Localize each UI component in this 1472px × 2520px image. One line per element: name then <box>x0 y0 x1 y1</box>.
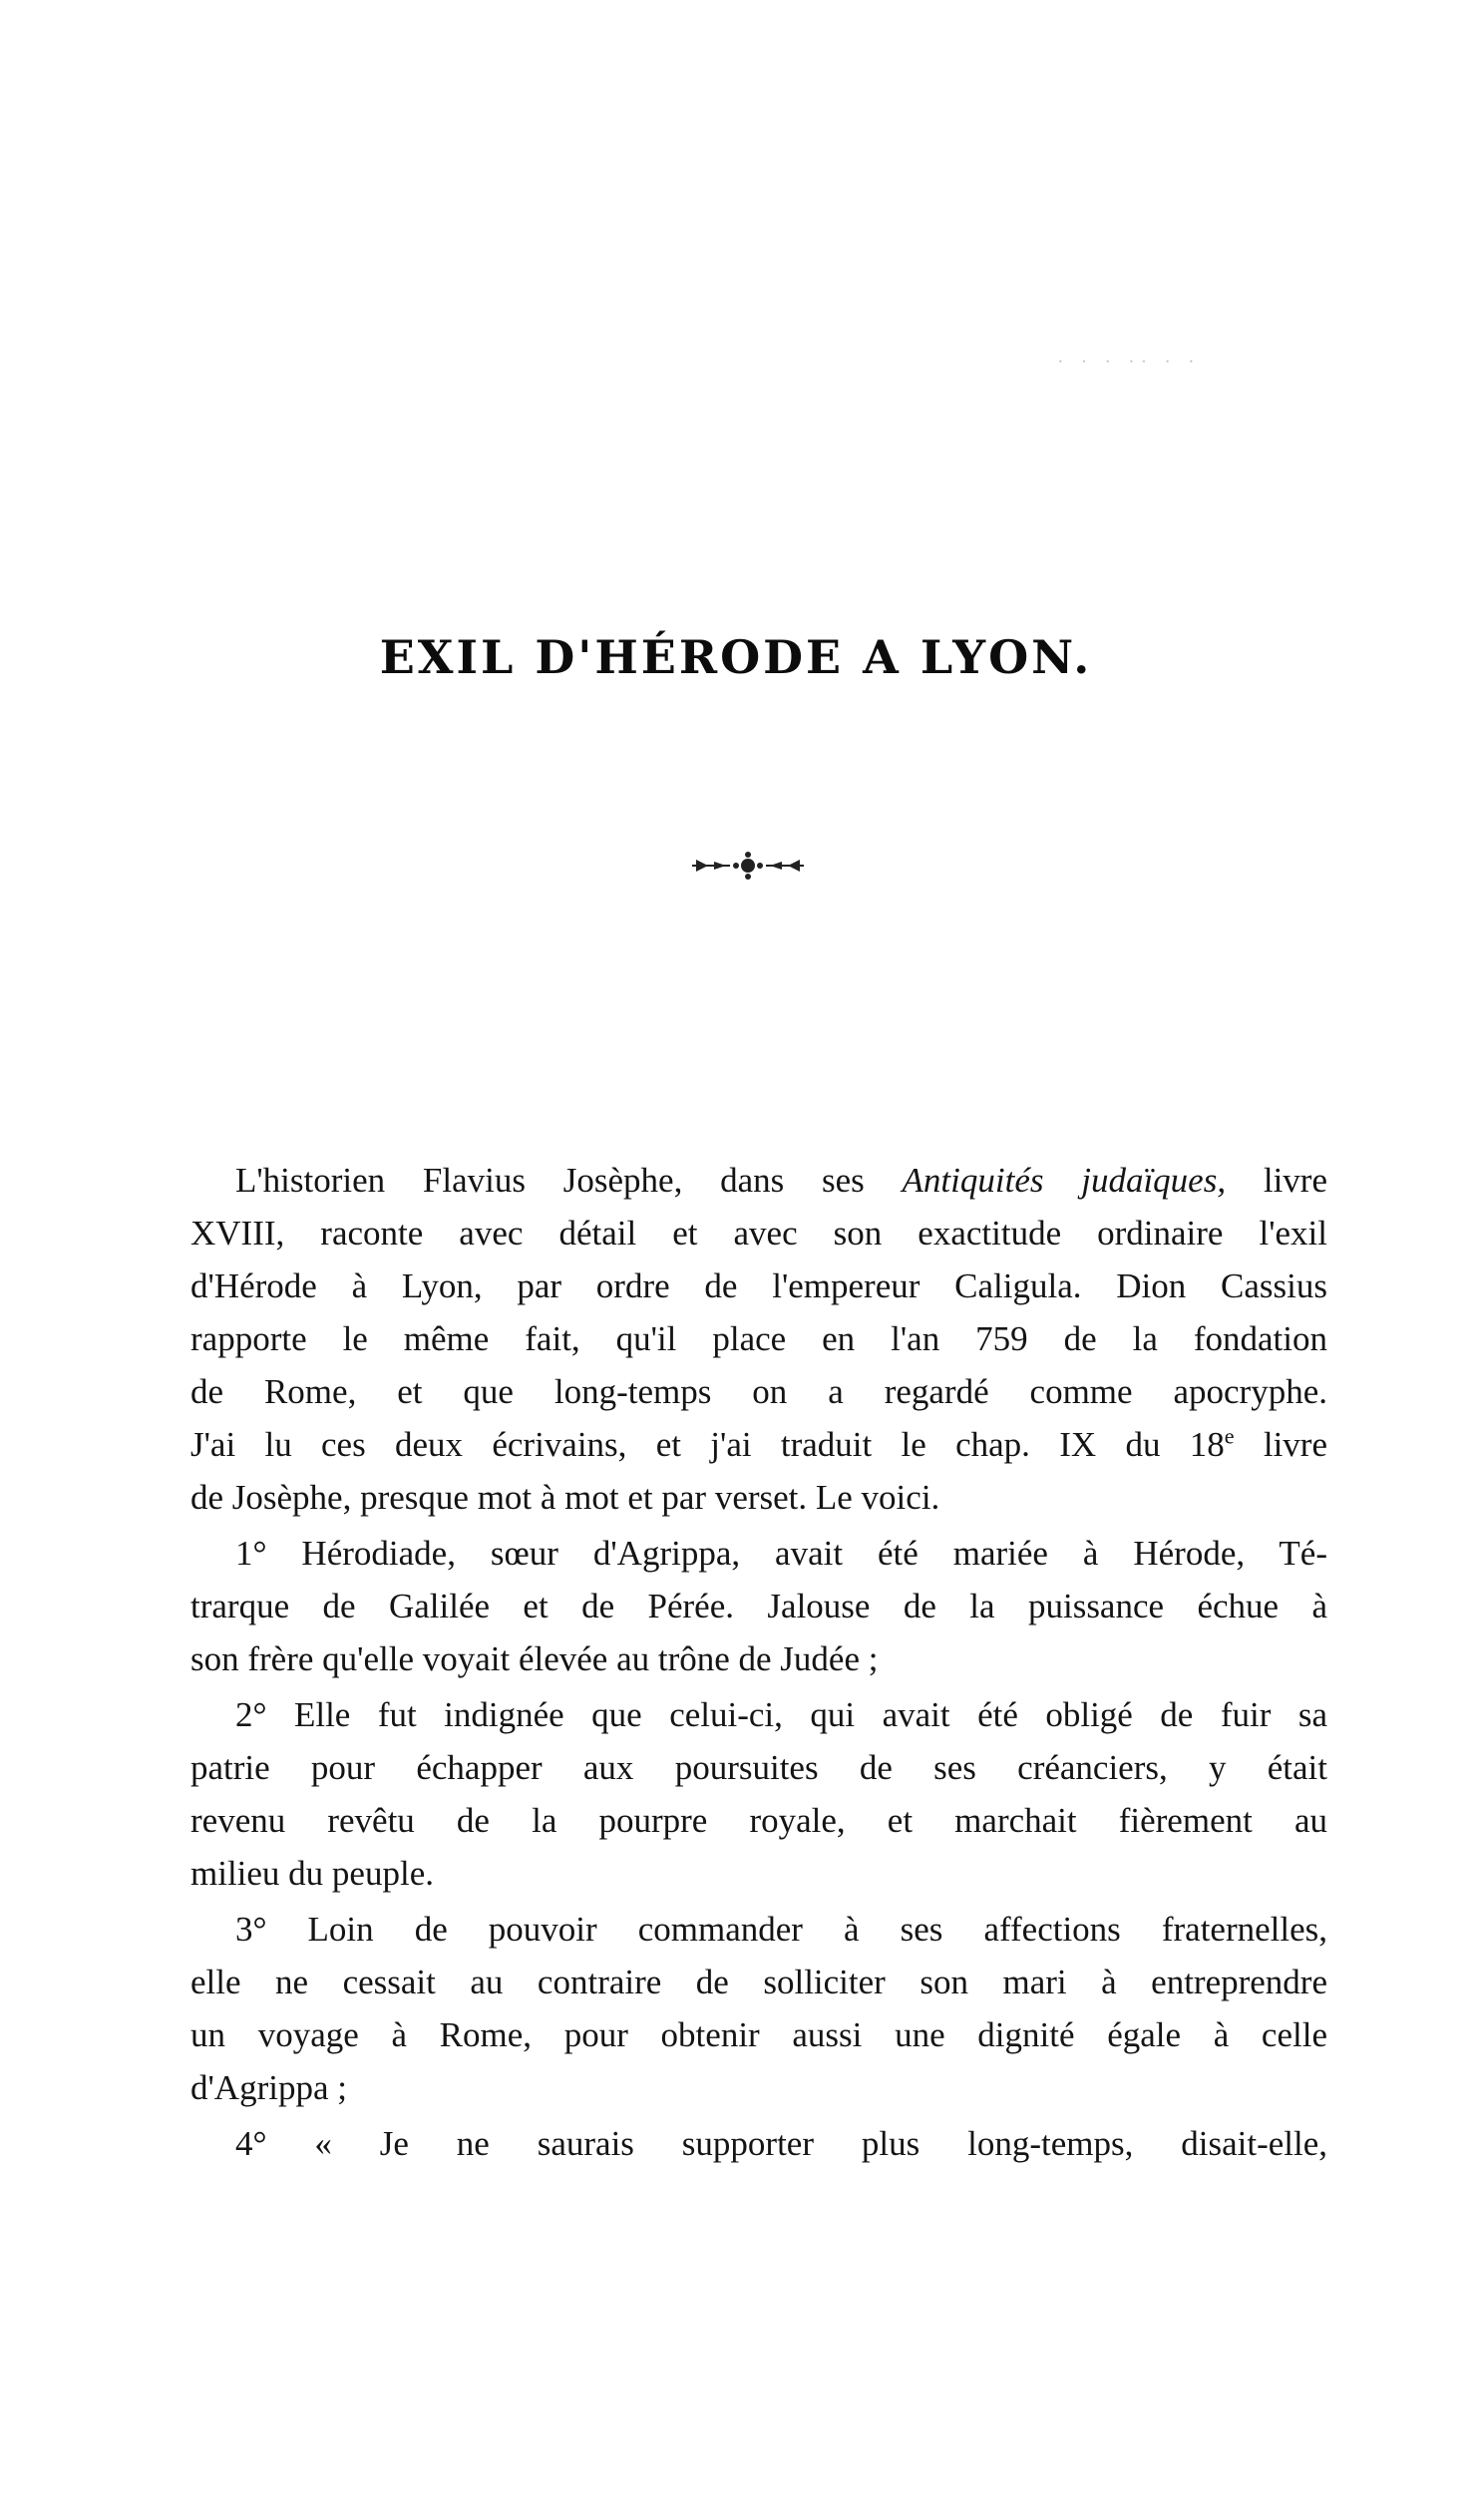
paragraph-3-line-3: revenu revêtu de la pourpre royale, et marchait fièrement au <box>190 1801 1327 1840</box>
text-run: L'historien Flavius Josèphe, dans ses <box>235 1161 903 1200</box>
paragraph-1-line-7: de Josèphe, presque mot à mot et par verset. Le voici. <box>190 1478 940 1517</box>
stamp-smudge: · · · ·· · · <box>1057 351 1201 373</box>
text-run: livre <box>1226 1161 1327 1200</box>
paragraph-2-line-3: son frère qu'elle voyait élevée au trône de Judée ; <box>190 1639 879 1678</box>
paragraph-2-line-2: trarque de Galilée et de Pérée. Jalouse de la puissance échue à <box>190 1587 1327 1625</box>
paragraph-1-line-4: rapporte le même fait, qu'il place en l'an 759 de la fondation <box>190 1319 1327 1358</box>
paragraph-4-line-4: d'Agrippa ; <box>190 2068 347 2107</box>
paragraph-5-line-1: 4° « Je ne saurais supporter plus long-temps, disait-elle, <box>235 2124 1327 2163</box>
paragraph-3-line-1: 2° Elle fut indignée que celui-ci, qui avait été obligé de fuir sa <box>235 1695 1327 1734</box>
paragraph-1-line-6 <box>190 1419 1327 1471</box>
chapter-title: EXIL D'HÉRODE A LYON. <box>379 630 1093 684</box>
paragraph-4-line-1: 3° Loin de pouvoir commander à ses affections fraternelles, <box>235 1910 1327 1949</box>
paragraph-2-line-1: 1° Hérodiade, sœur d'Agrippa, avait été mariée à Hérode, Té- <box>235 1534 1327 1573</box>
paragraph-1-line-1 <box>235 1155 1327 1207</box>
paragraph-4-line-2: elle ne cessait au contraire de solliciter son mari à entreprendre <box>190 1963 1327 2001</box>
paragraph-3-line-2: patrie pour échapper aux poursuites de ses créanciers, y était <box>190 1748 1327 1787</box>
superscript: e <box>1224 1423 1235 1449</box>
paragraph-1-line-2: XVIII, raconte avec détail et avec son exactitude ordinaire l'exil <box>190 1214 1327 1253</box>
text-run: J'ai lu ces deux écrivains, et j'ai traduit le chap. IX du 18 <box>190 1425 1225 1464</box>
paragraph-1-line-5: de Rome, et que long-temps on a regardé comme apocryphe. <box>190 1372 1327 1411</box>
fleuron-ornament-icon <box>688 846 808 886</box>
paragraph-1-line-3: d'Hérode à Lyon, par ordre de l'empereur Caligula. Dion Cassius <box>190 1266 1327 1305</box>
text-run: livre <box>1234 1425 1327 1464</box>
paragraph-3-line-4: milieu du peuple. <box>190 1854 434 1893</box>
paragraph-4-line-3: un voyage à Rome, pour obtenir aussi une dignité égale à celle <box>190 2015 1327 2054</box>
book-title-italic: Antiquités judaïques, <box>902 1161 1227 1200</box>
